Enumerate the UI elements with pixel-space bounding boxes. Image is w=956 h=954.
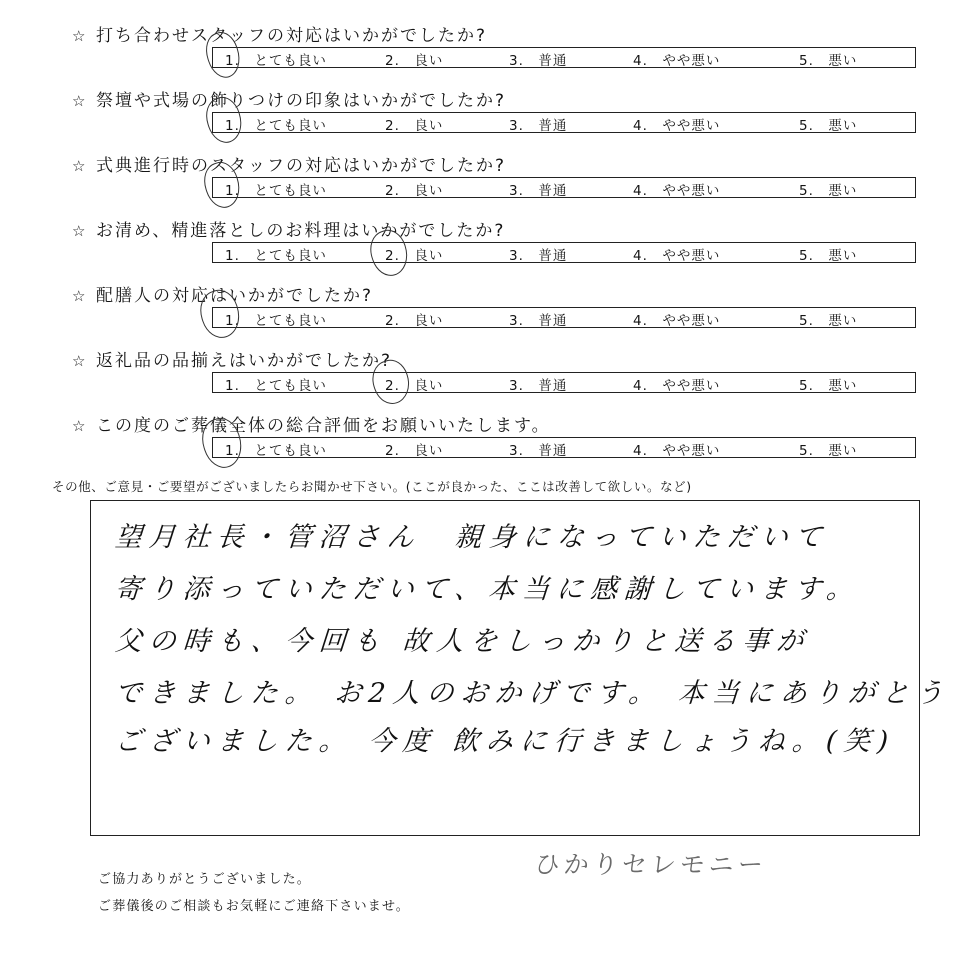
option-4[interactable]: 4. やや悪い	[633, 378, 721, 394]
option-3[interactable]: 3. 普通	[509, 118, 568, 134]
star-icon: ☆	[72, 287, 88, 305]
option-5[interactable]: 5. 悪い	[799, 183, 858, 199]
question-label: お清め、精進落としのお料理はいかがでしたか?	[96, 221, 506, 241]
comment-line-1: 望月社長・管沼さん 親身になっていただいて	[113, 522, 830, 553]
question-label: 配膳人の対応はいかがでしたか?	[96, 286, 374, 306]
option-1[interactable]: 1. とても良い	[225, 118, 327, 134]
thanks-note: ご協力ありがとうございました。	[98, 872, 312, 887]
option-3[interactable]: 3. 普通	[509, 248, 568, 264]
option-2[interactable]: 2. 良い	[385, 378, 444, 394]
question-label: 打ち合わせスタッフの対応はいかがでしたか?	[96, 26, 488, 46]
rating-options-1	[212, 47, 916, 68]
option-5[interactable]: 5. 悪い	[799, 118, 858, 134]
signature-stamp: ひかりセレモニー	[533, 850, 769, 879]
option-1[interactable]: 1. とても良い	[225, 443, 327, 459]
question-3-text	[72, 151, 506, 176]
star-icon: ☆	[72, 417, 88, 435]
option-2[interactable]: 2. 良い	[385, 443, 444, 459]
question-1-text	[72, 21, 487, 46]
option-3[interactable]: 3. 普通	[509, 443, 568, 459]
option-4[interactable]: 4. やや悪い	[633, 53, 721, 69]
star-icon: ☆	[72, 27, 88, 45]
star-icon: ☆	[72, 222, 88, 240]
option-2[interactable]: 2. 良い	[385, 118, 444, 134]
option-5[interactable]: 5. 悪い	[799, 313, 858, 329]
rating-options-5	[212, 307, 916, 328]
option-4[interactable]: 4. やや悪い	[633, 443, 721, 459]
star-icon: ☆	[72, 92, 88, 110]
rating-options-7	[212, 437, 916, 458]
star-icon: ☆	[72, 352, 88, 370]
question-label: この度のご葬儀全体の総合評価をお願いいたします。	[96, 416, 551, 436]
option-4[interactable]: 4. やや悪い	[633, 118, 721, 134]
rating-options-2	[212, 112, 916, 133]
rating-options-4	[212, 242, 916, 263]
option-5[interactable]: 5. 悪い	[799, 248, 858, 264]
rating-options-3	[212, 177, 916, 198]
comment-prompt: その他、ご意見・ご要望がございましたらお聞かせ下さい。(ここが良かった、ここは改善して欲しい。など)	[52, 479, 692, 494]
rating-options-6	[212, 372, 916, 393]
option-3[interactable]: 3. 普通	[509, 53, 568, 69]
contact-note: ご葬儀後のご相談もお気軽にご連絡下さいませ。	[98, 899, 411, 914]
question-2-text	[72, 86, 506, 111]
question-label: 式典進行時のスタッフの対応はいかがでしたか?	[96, 156, 507, 176]
option-2[interactable]: 2. 良い	[385, 183, 444, 199]
comment-line-4: できました。 お2人のおかげです。 本当にありがとう	[113, 678, 952, 709]
comment-line-3: 父の時も、今回も 故人をしっかりと送る事が	[113, 626, 812, 657]
option-5[interactable]: 5. 悪い	[799, 378, 858, 394]
option-5[interactable]: 5. 悪い	[799, 53, 858, 69]
question-label: 祭壇や式場の飾りつけの印象はいかがでしたか?	[96, 91, 507, 111]
option-3[interactable]: 3. 普通	[509, 313, 568, 329]
option-2[interactable]: 2. 良い	[385, 53, 444, 69]
question-6-text	[72, 346, 392, 371]
question-label: 返礼品の品揃えはいかがでしたか?	[96, 351, 393, 371]
option-4[interactable]: 4. やや悪い	[633, 183, 721, 199]
option-1[interactable]: 1. とても良い	[225, 183, 327, 199]
option-2[interactable]: 2. 良い	[385, 248, 444, 264]
question-7-text	[72, 411, 551, 436]
comment-box[interactable]	[90, 500, 952, 836]
option-4[interactable]: 4. やや悪い	[633, 313, 721, 329]
option-4[interactable]: 4. やや悪い	[633, 248, 721, 264]
option-3[interactable]: 3. 普通	[509, 183, 568, 199]
star-icon: ☆	[72, 157, 88, 175]
comment-line-5: ございました。 今度 飲みに行きましょうね。(笑)	[113, 726, 897, 757]
option-5[interactable]: 5. 悪い	[799, 443, 858, 459]
option-1[interactable]: 1. とても良い	[225, 313, 327, 329]
comment-line-2: 寄り添っていただいて、本当に感謝しています。	[113, 574, 862, 605]
question-4-text	[72, 216, 505, 241]
option-1[interactable]: 1. とても良い	[225, 378, 327, 394]
option-3[interactable]: 3. 普通	[509, 378, 568, 394]
option-1[interactable]: 1. とても良い	[225, 53, 327, 69]
option-1[interactable]: 1. とても良い	[225, 248, 327, 264]
option-2[interactable]: 2. 良い	[385, 313, 444, 329]
